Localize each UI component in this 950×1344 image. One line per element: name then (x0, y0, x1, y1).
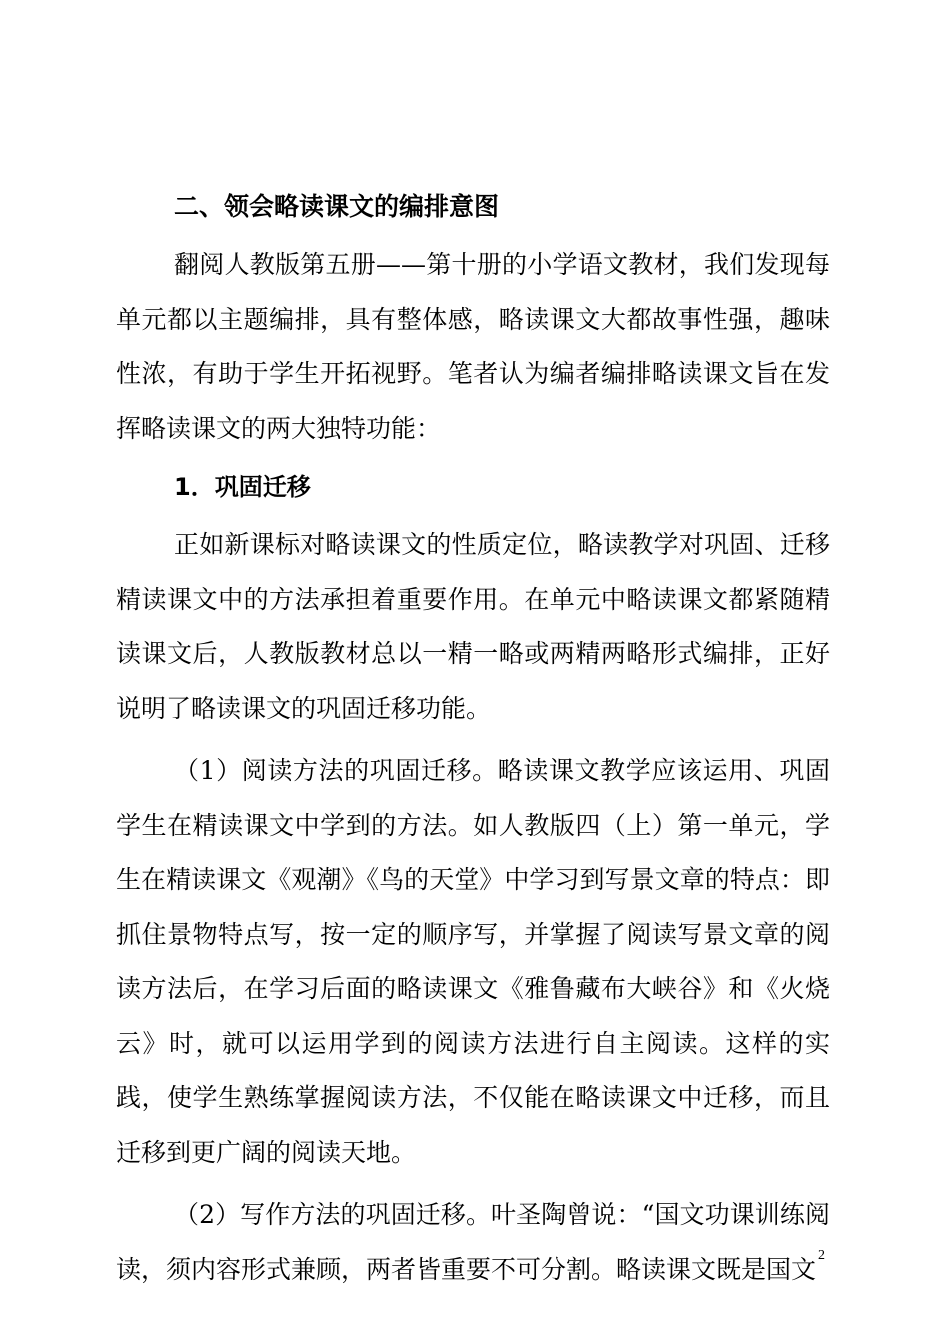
paragraph-reading-method: （1）阅读方法的巩固迁移。略读课文教学应该运用、巩固学生在精读课文中学到的方法。如人教版四（上）第一单元，学生在精读课文《观潮》《鸟的天堂》中学习到写景文章的特点：即抓住景物特点写，按一定的顺序写，并掌握了阅读写景文章的阅读方法后，在学习后面的略读课文《雅鲁藏布大峡谷》和《火烧云》时，就可以运用学到的阅读方法进行自主阅读。这样的实践，使学生熟练掌握阅读方法，不仅能在略读课文中迁移，而且迁移到更广阔的阅读天地。 (116, 756, 830, 1167)
page-number: 2 (818, 1248, 825, 1263)
paragraph-writing-method: （2）写作方法的巩固迁移。叶圣陶曾说：“国文功课训练阅读，须内容形式兼顾，两者皆重要不可分割。略读课文既是国文 (116, 1200, 830, 1284)
subheading-consolidation-transfer: 1．巩固迁移 (174, 473, 311, 501)
document-body (116, 180, 830, 1297)
paragraph-consolidation: 正如新课标对略读课文的性质定位，略读教学对巩固、迁移精读课文中的方法承担着重要作用。在单元中略读课文都紧随精读课文后，人教版教材总以一精一略或两精两略形式编排，正好说明了略读课文的巩固迁移功能。 (116, 530, 830, 723)
section-heading: 二、领会略读课文的编排意图 (174, 192, 500, 221)
intro-paragraph: 翻阅人教版第五册——第十册的小学语文教材，我们发现每单元都以主题编排，具有整体感，略读课文大都故事性强，趣味性浓，有助于学生开拓视野。笔者认为编者编排略读课文旨在发挥略读课文的两大独特功能： (116, 250, 830, 443)
